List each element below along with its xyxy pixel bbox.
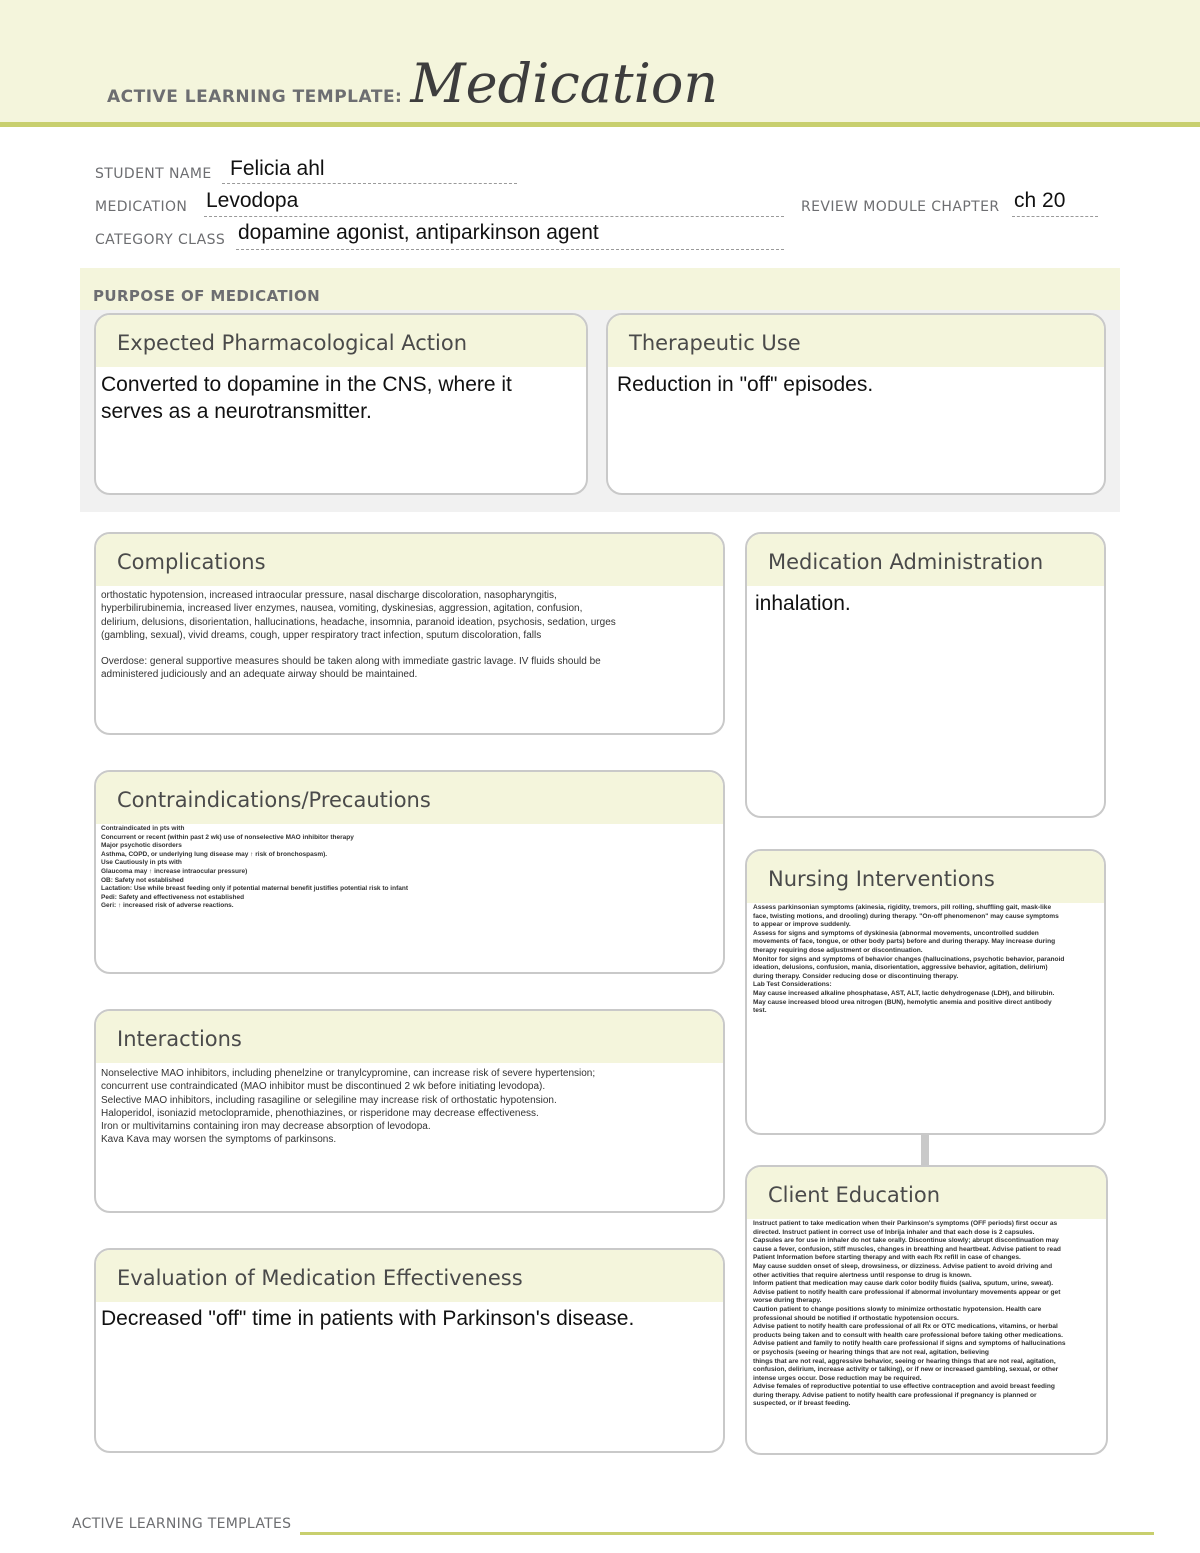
nursing-interventions-card bbox=[745, 849, 1106, 1135]
purpose-label: PURPOSE OF MEDICATION bbox=[93, 287, 321, 305]
medication-administration-text[interactable]: inhalation. bbox=[755, 592, 851, 615]
template-type: Medication bbox=[410, 52, 719, 115]
expected-action-card bbox=[94, 313, 588, 495]
student-name-label: STUDENT NAME bbox=[95, 166, 212, 182]
medication-value: Levodopa bbox=[206, 189, 299, 212]
client-education-card bbox=[745, 1165, 1108, 1455]
client-education-title: Client Education bbox=[747, 1167, 1106, 1219]
therapeutic-use-title: Therapeutic Use bbox=[608, 315, 1104, 367]
category-class-label: CATEGORY CLASS bbox=[95, 232, 226, 248]
review-module-value: ch 20 bbox=[1014, 189, 1066, 212]
review-module-label: REVIEW MODULE CHAPTER bbox=[801, 199, 1000, 215]
interactions-text[interactable]: Nonselective MAO inhibitors, including phenelzine or tranylcypromine, can increase risk of severe hypertension; concurrent use contraindicated (MAO inhibitor must be discontinued 2 wk before initiating levodopa). Selective MAO inhibitors, including rasagiline or selegiline may increase risk of orthostatic hypotension. Haloperidol, isoniazid metoclopramide, phenothiazines, or risperidone may decrease effectiveness. Iron or multivitamins containing iron may decrease absorption of levodopa. Kava Kava may worsen the symptoms of parkinsons. bbox=[101, 1068, 596, 1146]
interactions-card bbox=[94, 1009, 725, 1213]
medication-administration-title: Medication Administration bbox=[747, 534, 1104, 586]
card-connector bbox=[921, 1134, 929, 1166]
complications-text[interactable]: orthostatic hypotension, increased intraocular pressure, nasal discharge discoloration, nasopharyngitis, hyperbilirubinemia, increased liver enzymes, nausea, vomiting, dyskinesias, aggression, agitation, confusion, delirium, delusions, disorientation, hallucinations, headache, insomnia, paranoid ideation, psychosis, sedation, urges (gambling, sexual), vivid dreams, cough, upper respiratory tract infection, sputum discoloration, falls Overdose: general supportive measures should be taken along with immediate gastric lavage. IV fluids should be administered judiciously and an adequate airway should be maintained. bbox=[101, 590, 616, 681]
client-education-text[interactable]: Instruct patient to take medication when their Parkinson's symptoms (OFF periods) first occur as directed. Instruct patient in correct use of Inbrija inhaler and that each dose is 2 capsules. Capsules are for use in inhaler do not take orally. Discontinue slowly; abrupt discontinuation may cause a fever, confusion, stiff muscles, changes in breathing and heartbeat. Advise patient to read Patient Information before starting therapy and with each Rx refill in case of changes. May cause sudden onset of sleep, drowsiness, or dizziness. Advise patient to avoid driving and other activities that require alertness until response to drug is known. Inform patient that medication may cause dark color bodily fluids (saliva, sputum, urine, sweat). Advise patient to notify health care professional if abnormal involuntary movements appear or get worse during therapy. Caution patient to change positions slowly to minimize orthostatic hypotension. Health care professional should be notified if orthostatic hypotension occurs. Advise patient to notify health care professional of all Rx or OTC medications, vitamins, or herbal products being taken and to consult with health care professional before taking other medications. Advise patient and family to notify health care professional if signs and symptoms of hallucinations or psychosis (seeing or hearing things that are not real, agitation, believing things that are not real, aggressive behavior, seeing or hearing things that are not real, agitation, confusion, delirium, increase activity or talking), or if new or increased gambling, sexual, or other intense urges occur. Dose reduction may be required. Advise females of reproductive potential to use effective contraception and avoid breast feeding during therapy. Advise patient to notify health care professional if pregnancy is planned or suspected, or if breast feeding. bbox=[753, 1220, 1066, 1408]
evaluation-card bbox=[94, 1248, 725, 1453]
category-class-value: dopamine agonist, antiparkinson agent bbox=[238, 221, 599, 244]
contraindications-card bbox=[94, 770, 725, 974]
contraindications-text[interactable]: Contraindicated in pts with Concurrent or recent (within past 2 wk) use of nonselective MAO inhibitor therapy Major psychotic disorders Asthma, COPD, or underlying lung disease may ↑ risk of bronchospasm). Use Cautiously in pts with Glaucoma may ↑ increase intraocular pressure) OB: Safety not established Lactation: Use while breast feeding only if potential maternal benefit justifies potential risk to infant Pedi: Safety and effectiveness not established Geri: ↑ increased risk of adverse reactions. bbox=[101, 825, 408, 910]
complications-title: Complications bbox=[96, 534, 723, 586]
header-rule bbox=[0, 122, 1200, 127]
nursing-interventions-title: Nursing Interventions bbox=[747, 851, 1104, 903]
expected-action-title: Expected Pharmacological Action bbox=[96, 315, 586, 367]
medication-administration-card bbox=[745, 532, 1106, 818]
therapeutic-use-text[interactable]: Reduction in "off" episodes. bbox=[617, 373, 874, 396]
evaluation-title: Evaluation of Medication Effectiveness bbox=[96, 1250, 723, 1302]
evaluation-text[interactable]: Decreased "off" time in patients with Parkinson's disease. bbox=[101, 1307, 635, 1330]
interactions-title: Interactions bbox=[96, 1011, 723, 1063]
template-label: ACTIVE LEARNING TEMPLATE: bbox=[107, 87, 403, 107]
therapeutic-use-card bbox=[606, 313, 1106, 495]
expected-action-text[interactable]: Converted to dopamine in the CNS, where it serves as a neurotransmitter. bbox=[101, 373, 512, 423]
template-title bbox=[107, 52, 718, 115]
complications-card bbox=[94, 532, 725, 735]
medication-label: MEDICATION bbox=[95, 199, 188, 215]
contraindications-title: Contraindications/Precautions bbox=[96, 772, 723, 824]
student-name-value: Felicia ahl bbox=[230, 157, 325, 180]
footer-rule bbox=[300, 1532, 1154, 1535]
nursing-interventions-text[interactable]: Assess parkinsonian symptoms (akinesia, rigidity, tremors, pill rolling, shuffling gait, mask-like face, twisting motions, and drooling) during therapy. "On-off phenomenon" may cause symptoms to appear or improve suddenly. Assess for signs and symptoms of dyskinesia (abnormal movements, uncontrolled sudden movements of face, tongue, or other body parts) before and during therapy. May increase during therapy requiring dose adjustment or discontinuation. Monitor for signs and symptoms of behavior changes (hallucinations, psychotic behavior, paranoid ideation, delusions, confusion, mania, disorientation, aggressive behavior, agitation, delirium) during therapy. Consider reducing dose or discontinuing therapy. Lab Test Considerations: May cause increased alkaline phosphatase, AST, ALT, lactic dehydrogenase (LDH), and bilirubin. May cause increased blood urea nitrogen (BUN), hemolytic anemia and positive direct antibody test. bbox=[753, 904, 1065, 1015]
footer-label: ACTIVE LEARNING TEMPLATES bbox=[72, 1516, 292, 1532]
